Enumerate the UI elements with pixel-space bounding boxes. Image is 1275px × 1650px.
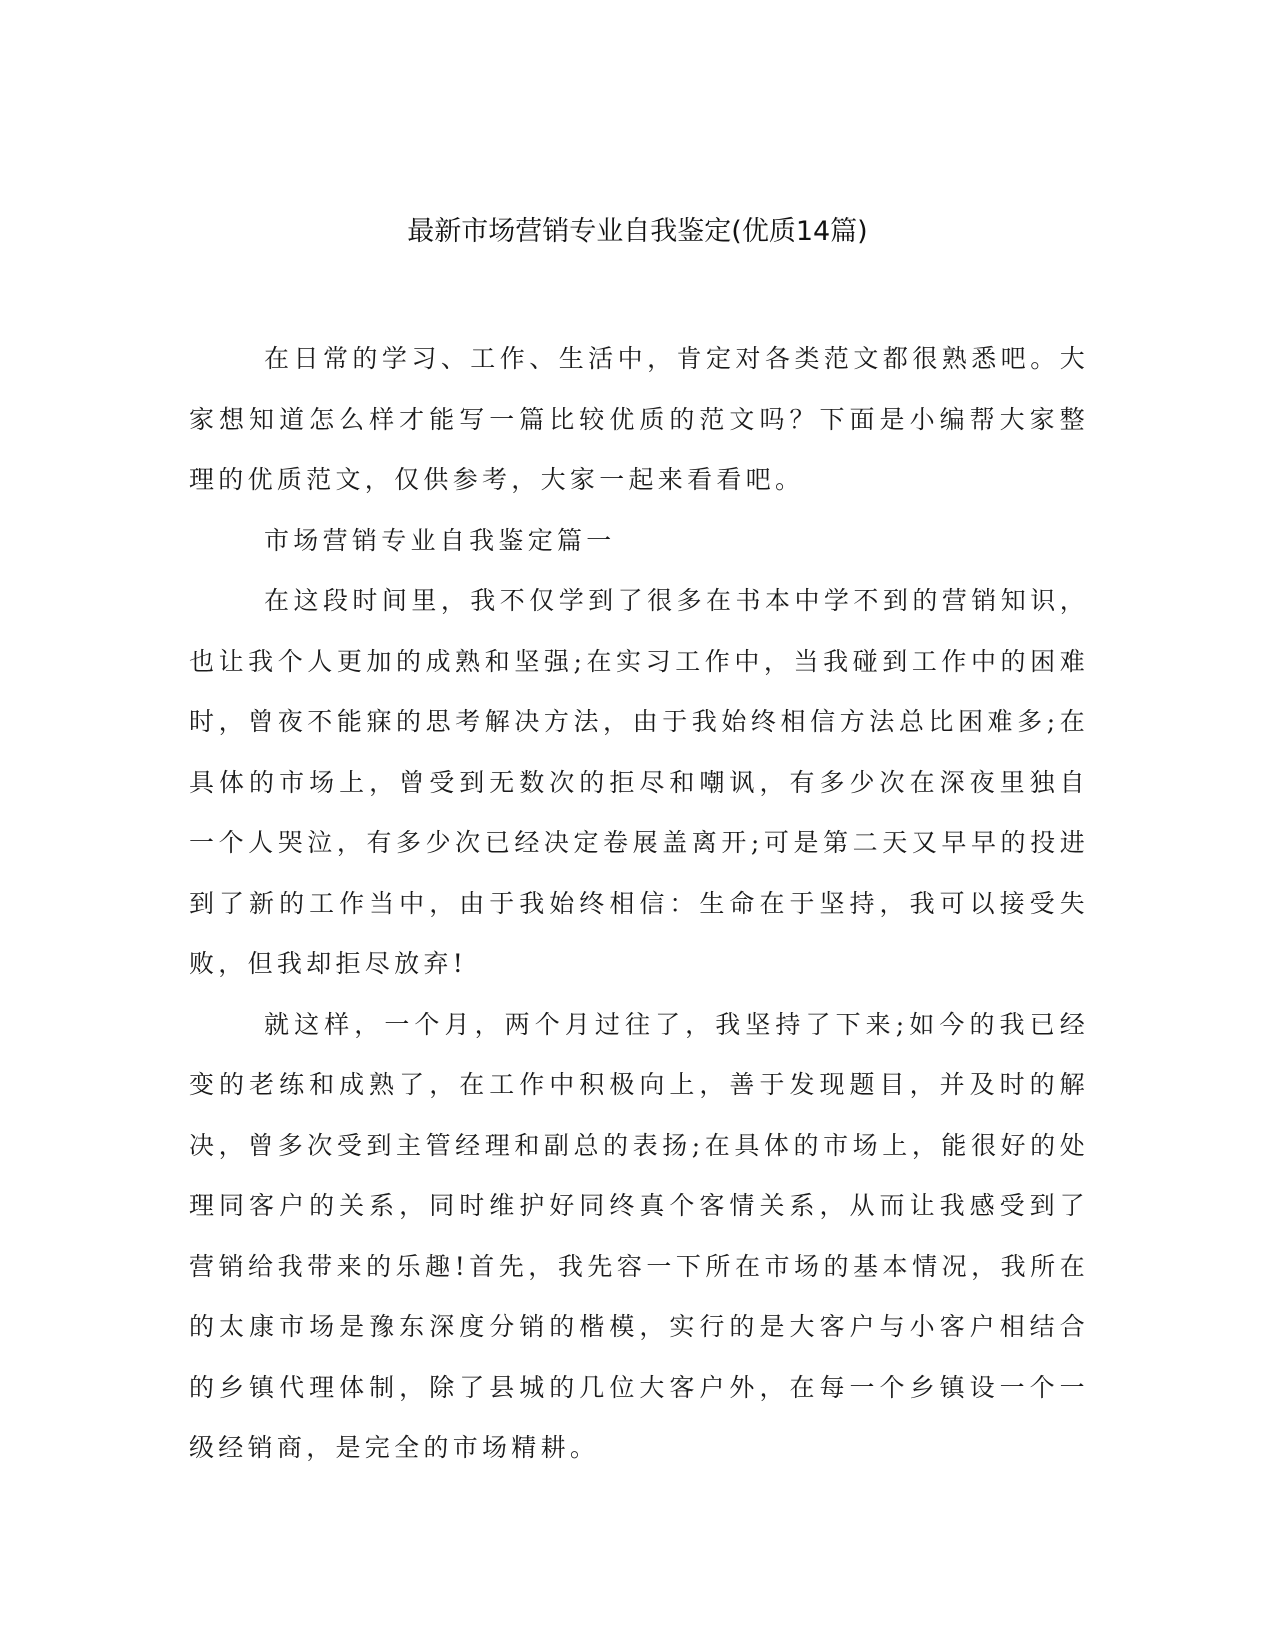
- body-paragraph: 就这样，一个月，两个月过往了，我坚持了下来;如今的我已经变的老练和成熟了，在工作中积极向上，善于发现题目，并及时的解决，曾多次受到主管经理和副总的表扬;在具体的市场上，能很好的处理同客户的关系，同时维护好同终真个客情关系，从而让我感受到了营销给我带来的乐趣!首先，我先容一下所在市场的基本情况，我所在的太康市场是豫东深度分销的楷模，实行的是大客户与小客户相结合的乡镇代理体制，除了县城的几位大客户外，在每一个乡镇设一个一级经销商，是完全的市场精耕。: [189, 1009, 1089, 1462]
- document-body: [189, 329, 1089, 1479]
- intro-paragraph: 在日常的学习、工作、生活中，肯定对各类范文都很熟悉吧。大家想知道怎么样才能写一篇比较优质的范文吗？下面是小编帮大家整理的优质范文，仅供参考，大家一起来看看吧。: [189, 344, 1089, 494]
- section-heading: 市场营销专业自我鉴定篇一: [264, 525, 616, 555]
- document-title: 最新市场营销专业自我鉴定(优质14篇): [407, 216, 868, 247]
- body-paragraph: 在这段时间里，我不仅学到了很多在书本中学不到的营销知识，也让我个人更加的成熟和坚强;在实习工作中，当我碰到工作中的困难时，曾夜不能寐的思考解决方法，由于我始终相信方法总比困难多;在具体的市场上，曾受到无数次的拒尽和嘲讽，有多少次在深夜里独自一个人哭泣，有多少次已经决定卷展盖离开;可是第二天又早早的投进到了新的工作当中，由于我始终相信：生命在于坚持，我可以接受失败，但我却拒尽放弃!: [189, 586, 1089, 978]
